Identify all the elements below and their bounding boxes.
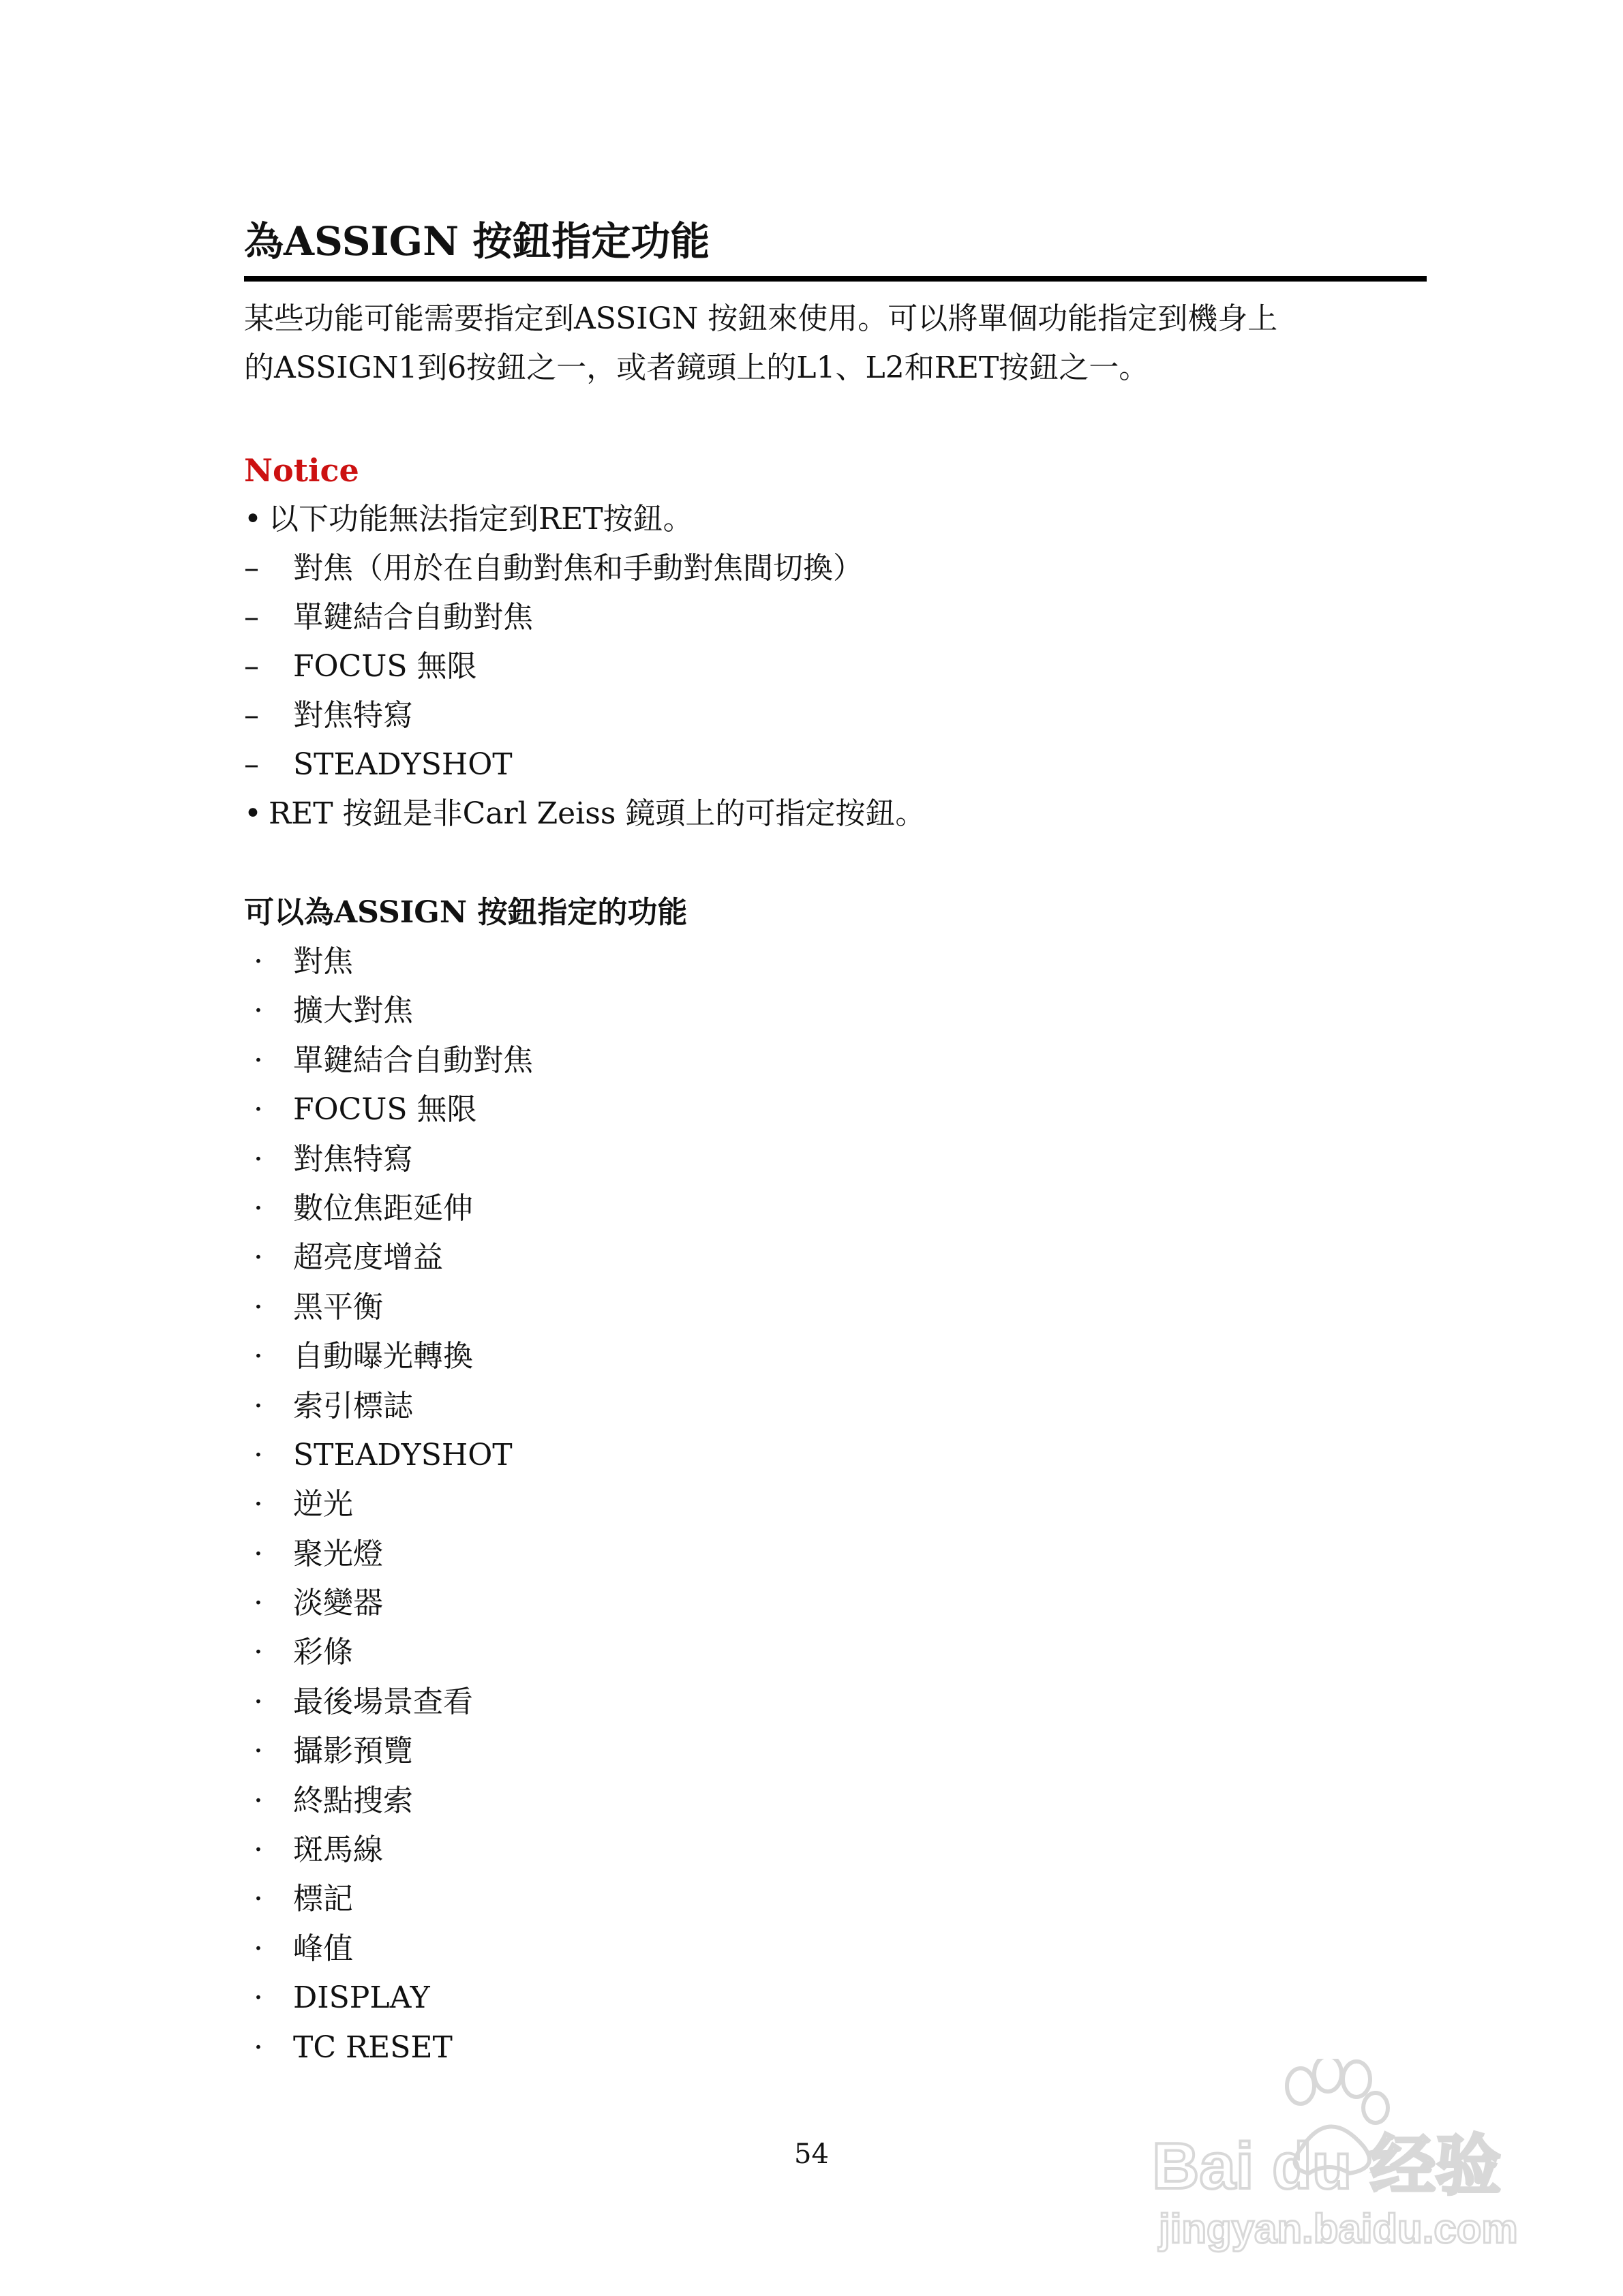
function-name: 逆光 xyxy=(293,1487,353,1522)
notice-text: RET 按鈕是非Carl Zeiss 鏡頭上的可指定按鈕。 xyxy=(269,796,926,831)
page-title: 為ASSIGN 按鈕指定功能 xyxy=(244,218,710,265)
function-name: 最後場景查看 xyxy=(293,1684,473,1719)
dot-marker: · xyxy=(254,1882,263,1917)
function-name: 數位焦距延伸 xyxy=(293,1190,473,1226)
function-name: 攝影預覽 xyxy=(293,1734,413,1769)
dot-marker: · xyxy=(254,1339,263,1374)
dot-marker: · xyxy=(254,1141,263,1177)
dot-marker: · xyxy=(254,1734,263,1769)
notice-text: STEADYSHOT xyxy=(293,747,513,782)
dot-marker: · xyxy=(254,1190,263,1226)
dot-marker: · xyxy=(254,1388,263,1423)
baidu-jingyan-watermark xyxy=(1145,2059,1527,2256)
function-name: 超亮度增益 xyxy=(293,1240,443,1275)
intro-paragraph xyxy=(244,294,1444,393)
function-name: TC RESET xyxy=(293,2029,453,2065)
function-name: 彩條 xyxy=(293,1635,353,1670)
bullet-marker: • xyxy=(244,502,262,537)
intro-line: 的ASSIGN1到6按鈕之一，或者鏡頭上的L1、L2和RET按鈕之一。 xyxy=(244,350,1149,385)
function-name: 黑平衡 xyxy=(293,1289,383,1325)
dot-marker: · xyxy=(254,1832,263,1868)
function-name: STEADYSHOT xyxy=(293,1437,513,1472)
dot-marker: · xyxy=(254,1980,263,2016)
function-name: 斑馬線 xyxy=(293,1832,383,1868)
dot-marker: · xyxy=(254,1536,263,1571)
dash-marker: – xyxy=(244,698,259,733)
dot-marker: · xyxy=(254,1931,263,1966)
page-number: 54 xyxy=(794,2139,829,2170)
dot-marker: · xyxy=(254,1487,263,1522)
function-name: 聚光燈 xyxy=(293,1536,383,1571)
dot-marker: · xyxy=(254,1783,263,1818)
dot-marker: · xyxy=(254,2029,263,2065)
dot-marker: · xyxy=(254,1092,263,1128)
function-name: FOCUS 無限 xyxy=(293,1092,477,1128)
function-name: 淡變器 xyxy=(293,1586,383,1621)
notice-text: 以下功能無法指定到RET按鈕。 xyxy=(269,502,693,537)
watermark-url: jingyan.baidu.com xyxy=(1159,2206,1518,2252)
notice-text: 對焦特寫 xyxy=(293,698,413,733)
function-name: 單鍵結合自動對焦 xyxy=(293,1042,533,1078)
dot-marker: · xyxy=(254,1684,263,1719)
watermark-brand: Bai du 经验 xyxy=(1152,2130,1502,2203)
function-name: DISPLAY xyxy=(293,1980,430,2016)
notice-text: 單鍵結合自動對焦 xyxy=(293,600,533,635)
dash-marker: – xyxy=(244,649,259,684)
function-name: 標記 xyxy=(293,1882,353,1917)
dash-marker: – xyxy=(244,600,259,635)
function-name: 擴大對焦 xyxy=(293,993,413,1029)
function-name: 自動曝光轉換 xyxy=(293,1339,473,1374)
function-name: 峰值 xyxy=(293,1931,353,1966)
notice-text: 對焦（用於在自動對焦和手動對焦間切換） xyxy=(293,551,863,586)
dash-marker: – xyxy=(244,551,259,586)
dash-marker: – xyxy=(244,747,259,782)
function-name: 索引標誌 xyxy=(293,1388,413,1423)
dot-marker: · xyxy=(254,1437,263,1472)
dot-marker: · xyxy=(254,1289,263,1325)
function-name: 終點搜索 xyxy=(293,1783,413,1818)
bullet-marker: • xyxy=(244,796,262,831)
dot-marker: · xyxy=(254,1586,263,1621)
dot-marker: · xyxy=(254,1635,263,1670)
notice-text: FOCUS 無限 xyxy=(293,649,477,684)
intro-line: 某些功能可能需要指定到ASSIGN 按鈕來使用。可以將單個功能指定到機身上 xyxy=(244,301,1278,336)
dot-marker: · xyxy=(254,993,263,1029)
assignable-functions-heading: 可以為ASSIGN 按鈕指定的功能 xyxy=(244,895,688,930)
function-name: 對焦 xyxy=(293,944,353,979)
title-divider xyxy=(244,276,1427,282)
function-name: 對焦特寫 xyxy=(293,1141,413,1177)
dot-marker: · xyxy=(254,1240,263,1275)
notice-heading: Notice xyxy=(244,452,359,489)
dot-marker: · xyxy=(254,944,263,979)
dot-marker: · xyxy=(254,1042,263,1078)
